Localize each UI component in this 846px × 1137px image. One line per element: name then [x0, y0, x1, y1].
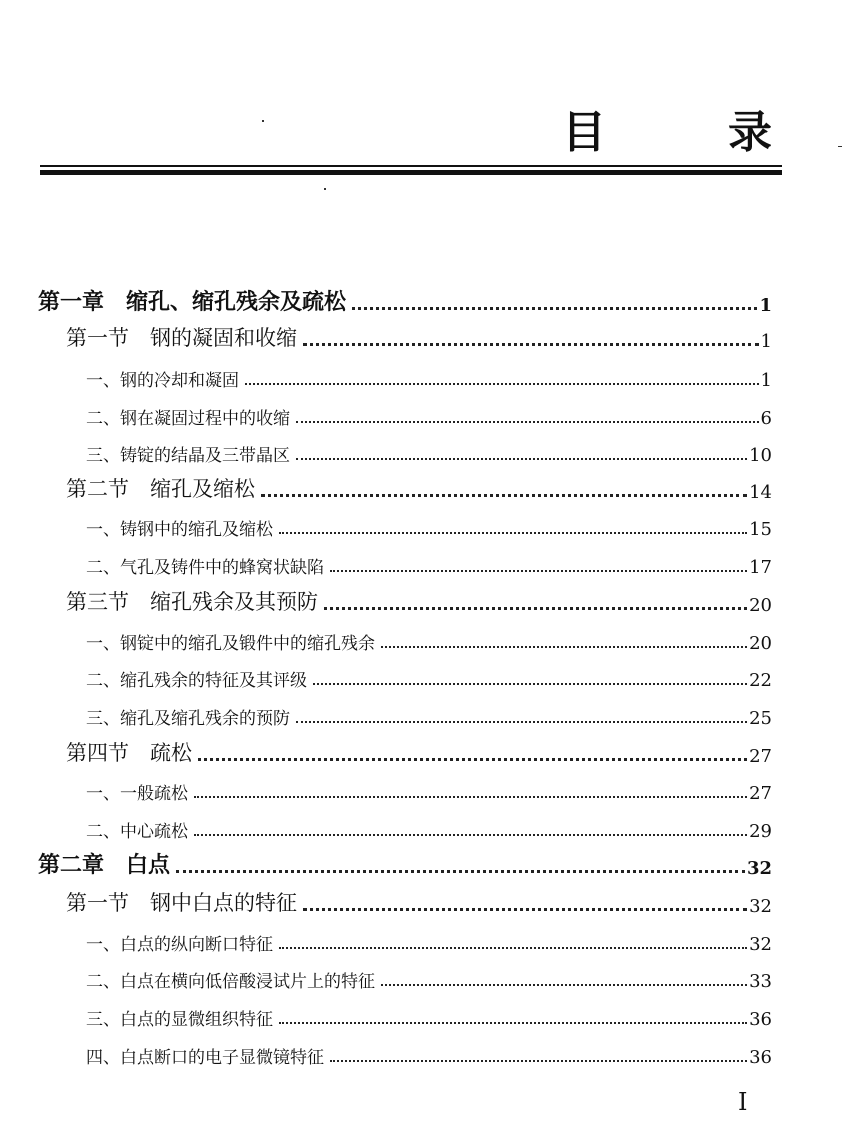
toc-entry-item [86, 544, 772, 578]
toc-entry-label: 四、白点断口的电子显微镜特征 [86, 1048, 324, 1068]
page-title-part-2: 录 [728, 107, 772, 158]
toc-entry-page: 22 [749, 670, 772, 691]
toc-entry-item [86, 432, 772, 466]
toc-entry-label: 二、白点在横向低倍酸浸试片上的特征 [86, 972, 375, 992]
scan-speck [838, 146, 842, 147]
toc-entry-item [86, 357, 772, 391]
toc-leader-dots [194, 786, 747, 798]
toc-entry-label: 三、白点的显微组织特征 [86, 1010, 273, 1030]
toc-entry-page: 20 [749, 595, 772, 616]
toc-entry-page: 1 [760, 370, 772, 391]
toc-entry-label: 第四节 疏松 [66, 741, 192, 765]
toc-entry-chapter [38, 845, 772, 879]
toc-leader-dots [245, 373, 759, 385]
toc-entry-page: 14 [749, 482, 772, 503]
toc-entry-item [86, 808, 772, 842]
toc-leader-dots [296, 711, 747, 723]
toc-entry-chapter [38, 282, 772, 316]
toc-entry-section [66, 733, 772, 767]
toc-entry-item [86, 958, 772, 992]
toc-entry-page: 10 [749, 445, 772, 466]
toc-entry-item [86, 506, 772, 540]
toc-entry-label: 第一节 钢中白点的特征 [66, 891, 297, 915]
toc-entry-label: 二、钢在凝固过程中的收缩 [86, 409, 290, 429]
toc-leader-dots [330, 1050, 747, 1062]
header-rule-thick [40, 170, 782, 175]
toc-entry-page: 36 [749, 1009, 772, 1030]
toc-entry-label: 二、缩孔残余的特征及其评级 [86, 671, 307, 691]
toc-leader-dots [352, 297, 757, 310]
toc-entry-label: 二、气孔及铸件中的蜂窝状缺陷 [86, 558, 324, 578]
toc-entry-page: 27 [749, 746, 772, 767]
toc-entry-item [86, 770, 772, 804]
toc-entry-page: 25 [749, 708, 772, 729]
toc-leader-dots [198, 748, 747, 761]
toc-entry-section [66, 318, 772, 352]
toc-entry-item [86, 695, 772, 729]
toc-entry-page: 32 [746, 858, 772, 879]
toc-leader-dots [313, 673, 747, 685]
toc-entry-section [66, 469, 772, 503]
toc-entry-label: 第二章 白点 [38, 852, 171, 878]
toc-leader-dots [176, 860, 745, 873]
toc-entry-page: 20 [749, 633, 772, 654]
toc-entry-page: 15 [749, 519, 772, 540]
toc-entry-label: 一、铸钢中的缩孔及缩松 [86, 520, 273, 540]
toc-entry-label: 二、中心疏松 [86, 822, 188, 842]
toc-entry-item [86, 996, 772, 1030]
toc-leader-dots [324, 597, 747, 610]
toc-entry-item [86, 921, 772, 955]
toc-entry-label: 一、钢锭中的缩孔及锻件中的缩孔残余 [86, 634, 375, 654]
toc-leader-dots [194, 824, 747, 836]
toc-entry-page: 32 [749, 934, 772, 955]
toc-entry-page: 6 [760, 408, 772, 429]
toc-leader-dots [303, 898, 747, 911]
toc-entry-label: 第二节 缩孔及缩松 [66, 477, 255, 501]
toc-leader-dots [303, 333, 759, 346]
toc-entry-label: 第一章 缩孔、缩孔残余及疏松 [38, 289, 347, 315]
toc-entry-label: 一、白点的纵向断口特征 [86, 935, 273, 955]
toc-leader-dots [279, 937, 747, 949]
toc-leader-dots [381, 974, 747, 986]
page-title-part-1: 目 [562, 107, 606, 158]
header-rule-thin [40, 165, 782, 167]
toc-entry-section [66, 883, 772, 917]
toc-entry-page: 32 [749, 896, 772, 917]
page-number: I [738, 1088, 748, 1116]
toc-entry-section [66, 582, 772, 616]
toc-entry-page: 36 [749, 1047, 772, 1068]
toc-entry-label: 第一节 钢的凝固和收缩 [66, 326, 297, 350]
scan-speck [324, 188, 326, 190]
scan-speck [262, 120, 264, 122]
toc-entry-label: 第三节 缩孔残余及其预防 [66, 590, 318, 614]
toc-leader-dots [279, 1012, 747, 1024]
toc-leader-dots [296, 448, 747, 460]
toc-leader-dots [330, 560, 747, 572]
toc-entry-item [86, 657, 772, 691]
toc-entry-label: 一、钢的冷却和凝固 [86, 371, 239, 391]
toc-entry-item [86, 395, 772, 429]
toc-entry-label: 三、缩孔及缩孔残余的预防 [86, 709, 290, 729]
toc-entry-label: 三、铸锭的结晶及三带晶区 [86, 446, 290, 466]
toc-leader-dots [279, 522, 747, 534]
toc-leader-dots [261, 484, 747, 497]
toc-entry-label: 一、一般疏松 [86, 784, 188, 804]
toc-entry-item [86, 620, 772, 654]
toc-entry-page: 1 [759, 295, 772, 316]
toc-entry-page: 33 [749, 971, 772, 992]
toc-leader-dots [381, 636, 747, 648]
toc-leader-dots [296, 411, 759, 423]
toc-entry-page: 27 [749, 783, 772, 804]
toc-entry-item [86, 1034, 772, 1068]
toc-entry-page: 29 [749, 821, 772, 842]
toc-entry-page: 1 [760, 331, 772, 352]
toc-entry-page: 17 [749, 557, 772, 578]
